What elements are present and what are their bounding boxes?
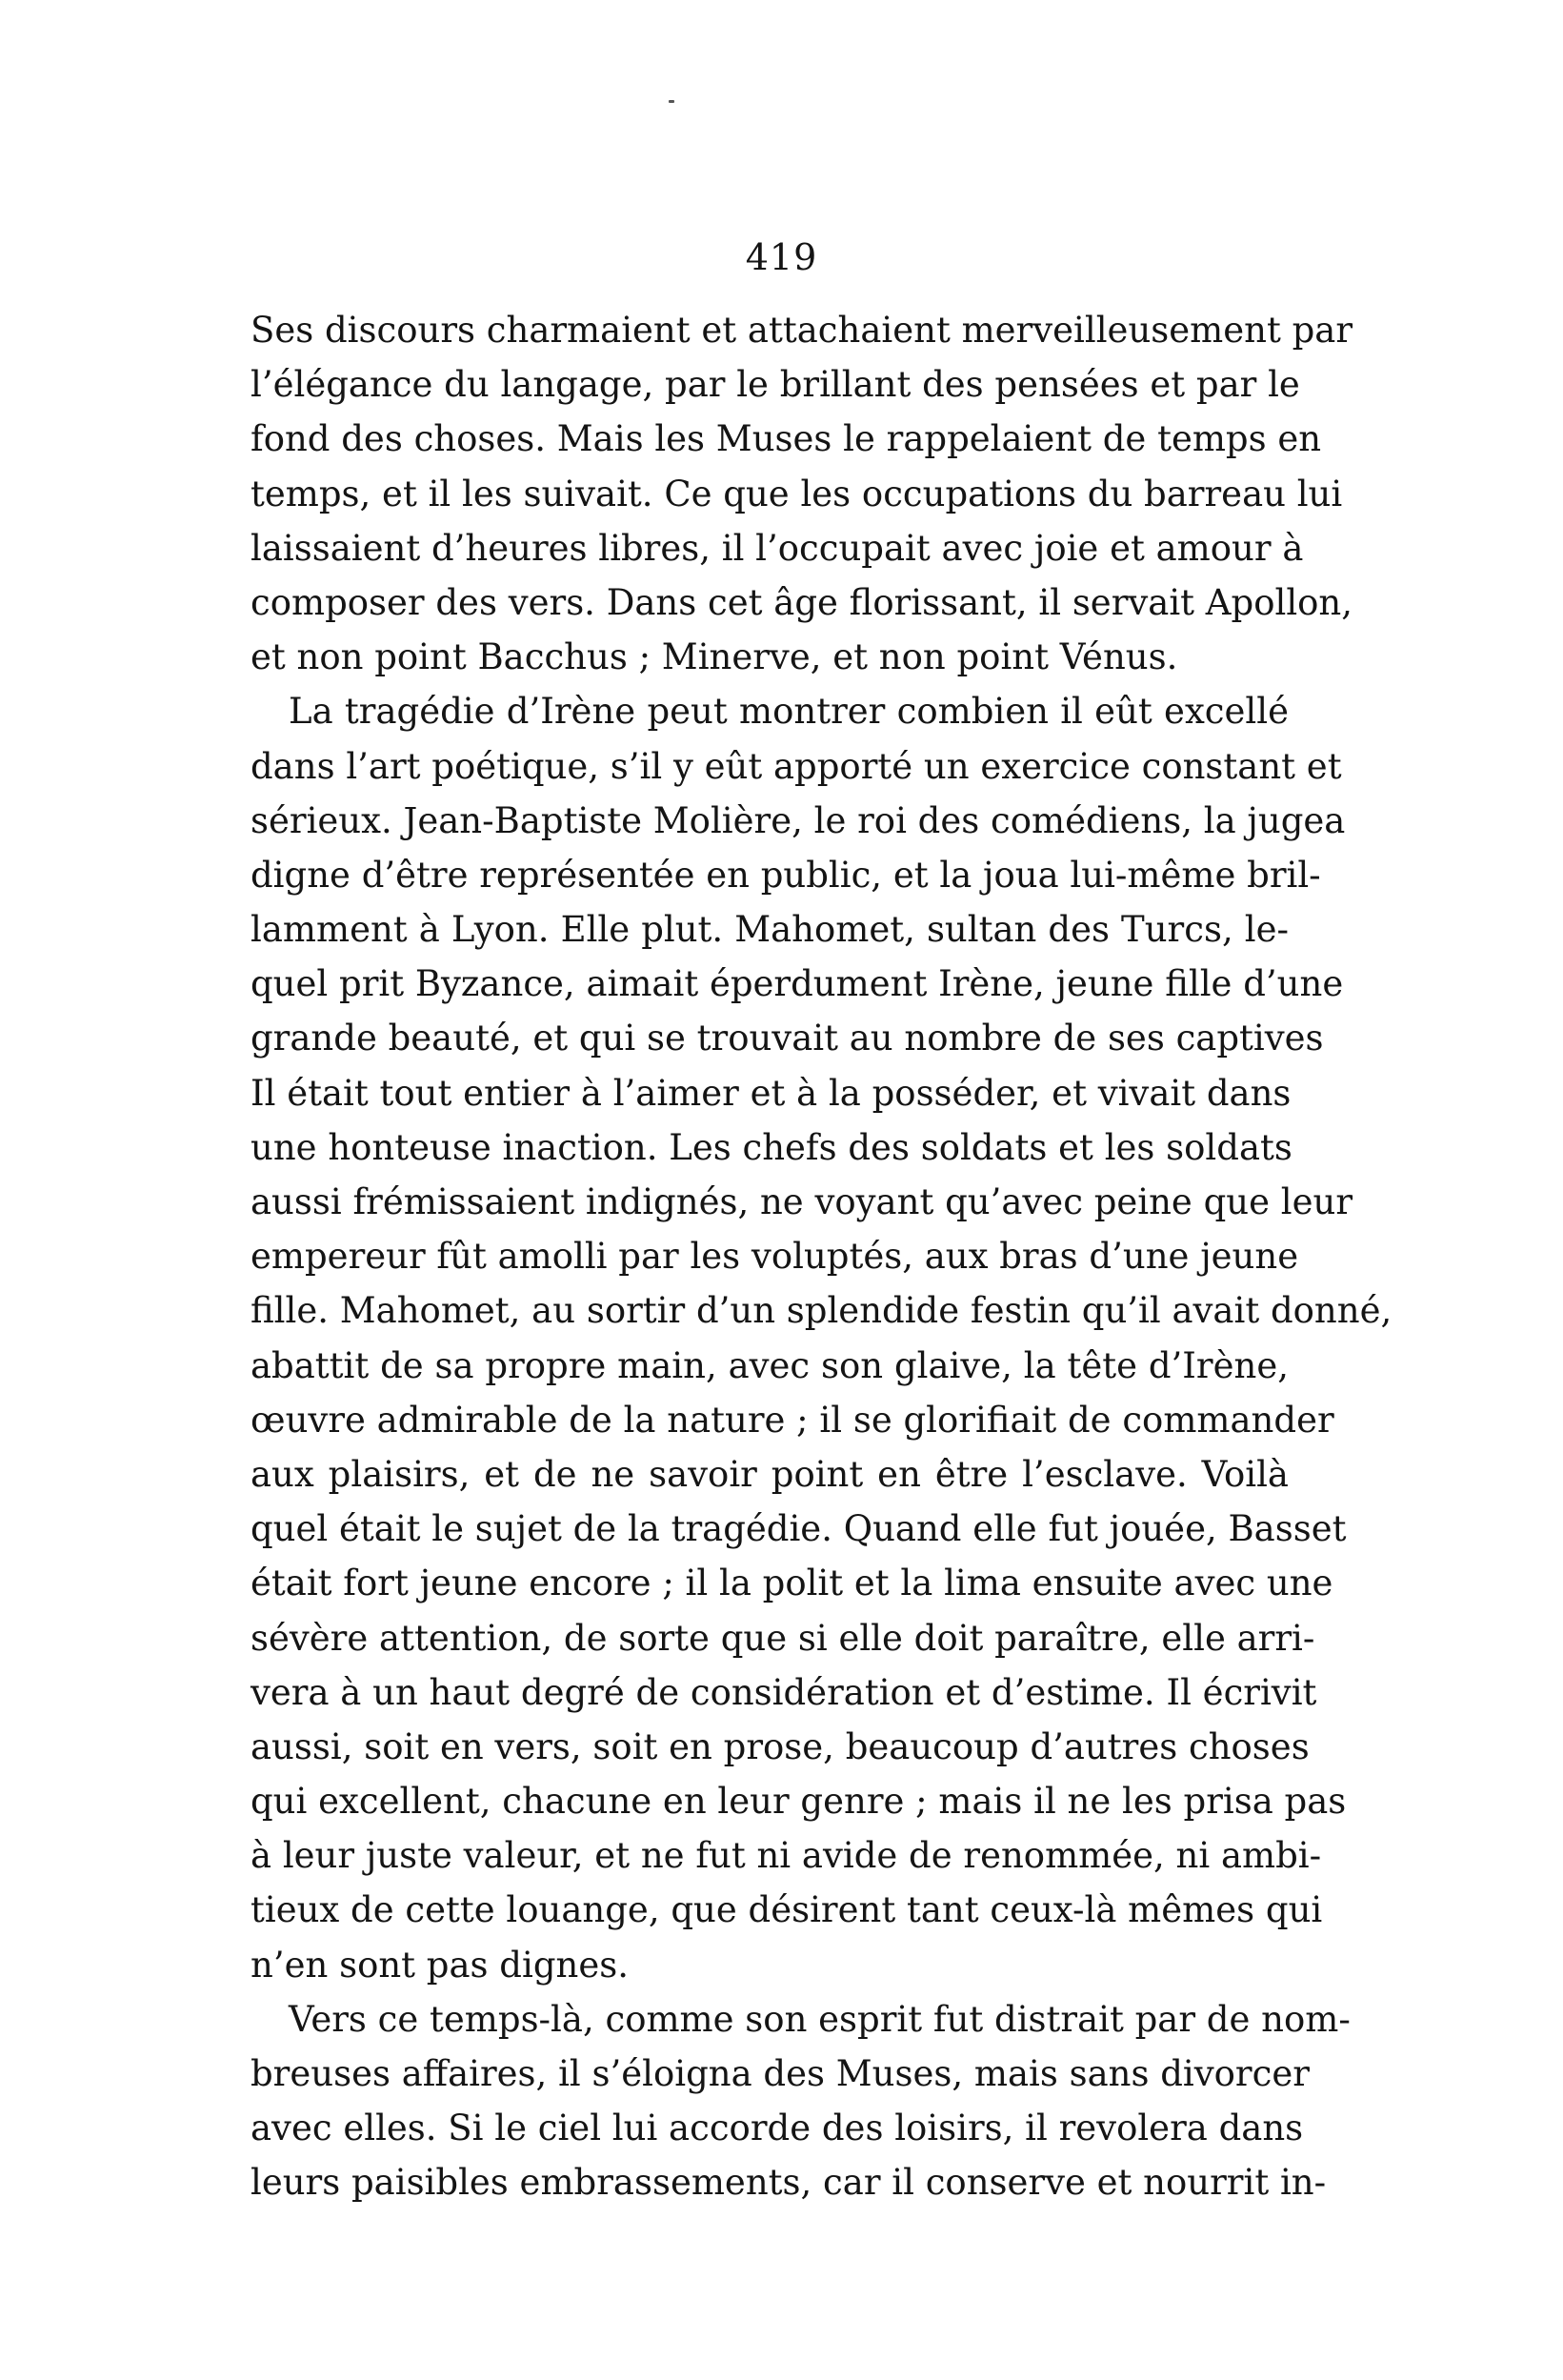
text-line: composer des vers. Dans cet âge florissant, il servait Apollon,	[250, 581, 1353, 623]
text-line: tieux de cette louange, que désirent tant ceux-là mêmes qui	[250, 1889, 1323, 1931]
text-line: sévère attention, de sorte que si elle doit paraître, elle arri-	[250, 1617, 1315, 1659]
text-line: Ses discours charmaient et attachaient merveilleusement par	[250, 310, 1353, 351]
text-line: dans l’art poétique, s’il y eût apporté un exercice constant et	[250, 745, 1342, 787]
text-line: aussi, soit en vers, soit en prose, beaucoup d’autres choses	[250, 1725, 1310, 1767]
text-line: une honteuse inaction. Les chefs des soldats et les soldats	[250, 1126, 1292, 1168]
text-line: digne d’être représentée en public, et la joua lui-même bril-	[250, 854, 1321, 896]
text-line: fille. Mahomet, au sortir d’un splendide festin qu’il avait donné,	[250, 1290, 1393, 1332]
text-line: avec elles. Si le ciel lui accorde des loisirs, il revolera dans	[250, 2108, 1304, 2149]
body-text	[250, 303, 1393, 2210]
text-line: quel prit Byzance, aimait éperdument Irène, jeune fille d’une	[250, 963, 1344, 1005]
text-line: abattit de sa propre main, avec son glaive, la tête d’Irène,	[250, 1344, 1289, 1386]
text-line: aussi frémissaient indignés, ne voyant qu’avec peine que leur	[250, 1181, 1353, 1222]
text-line: La tragédie d’Irène peut montrer combien il eût excellé	[289, 691, 1289, 733]
text-line: breuses affaires, il s’éloigna des Muses, mais sans divorcer	[250, 2053, 1310, 2094]
text-line: sérieux. Jean-Baptiste Molière, le roi des comédiens, la jugea	[250, 799, 1346, 841]
text-line: vera à un haut degré de considération et d’estime. Il écrivit	[250, 1671, 1317, 1713]
text-line: œuvre admirable de la nature ; il se glorifiait de commander	[250, 1399, 1334, 1441]
text-line: Il était tout entier à l’aimer et à la posséder, et vivait dans	[250, 1072, 1292, 1114]
text-line: grande beauté, et qui se trouvait au nombre de ses captives	[250, 1018, 1324, 1059]
text-line: laissaient d’heures libres, il l’occupait avec joie et amour à	[250, 527, 1304, 569]
text-line: temps, et il les suivait. Ce que les occupations du barreau lui	[250, 473, 1343, 514]
text-line: quel était le sujet de la tragédie. Quand elle fut jouée, Basset	[250, 1508, 1347, 1550]
text-line: à leur juste valeur, et ne fut ni avide de renommée, ni ambi-	[250, 1835, 1322, 1877]
text-line: Vers ce temps-là, comme son esprit fut distrait par de nom-	[289, 1998, 1351, 2040]
text-line: leurs paisibles embrassements, car il conserve et nourrit in-	[250, 2162, 1327, 2204]
text-line: lamment à Lyon. Elle plut. Mahomet, sultan des Turcs, le-	[250, 909, 1289, 951]
text-line: et non point Bacchus ; Minerve, et non point Vénus.	[250, 636, 1178, 678]
ink-speck	[669, 100, 674, 103]
text-line: qui excellent, chacune en leur genre ; mais il ne les prisa pas	[250, 1781, 1347, 1823]
text-line: n’en sont pas dignes.	[250, 1944, 629, 1986]
text-line: aux plaisirs, et de ne savoir point en être l’esclave. Voilà	[250, 1453, 1289, 1495]
text-line: l’élégance du langage, par le brillant des pensées et par le	[250, 364, 1300, 406]
text-line: fond des choses. Mais les Muses le rappelaient de temps en	[250, 418, 1322, 460]
text-line: empereur fût amolli par les voluptés, aux bras d’une jeune	[250, 1236, 1299, 1278]
text-line: était fort jeune encore ; il la polit et la lima ensuite avec une	[250, 1563, 1333, 1604]
page-number: 419	[745, 236, 818, 278]
